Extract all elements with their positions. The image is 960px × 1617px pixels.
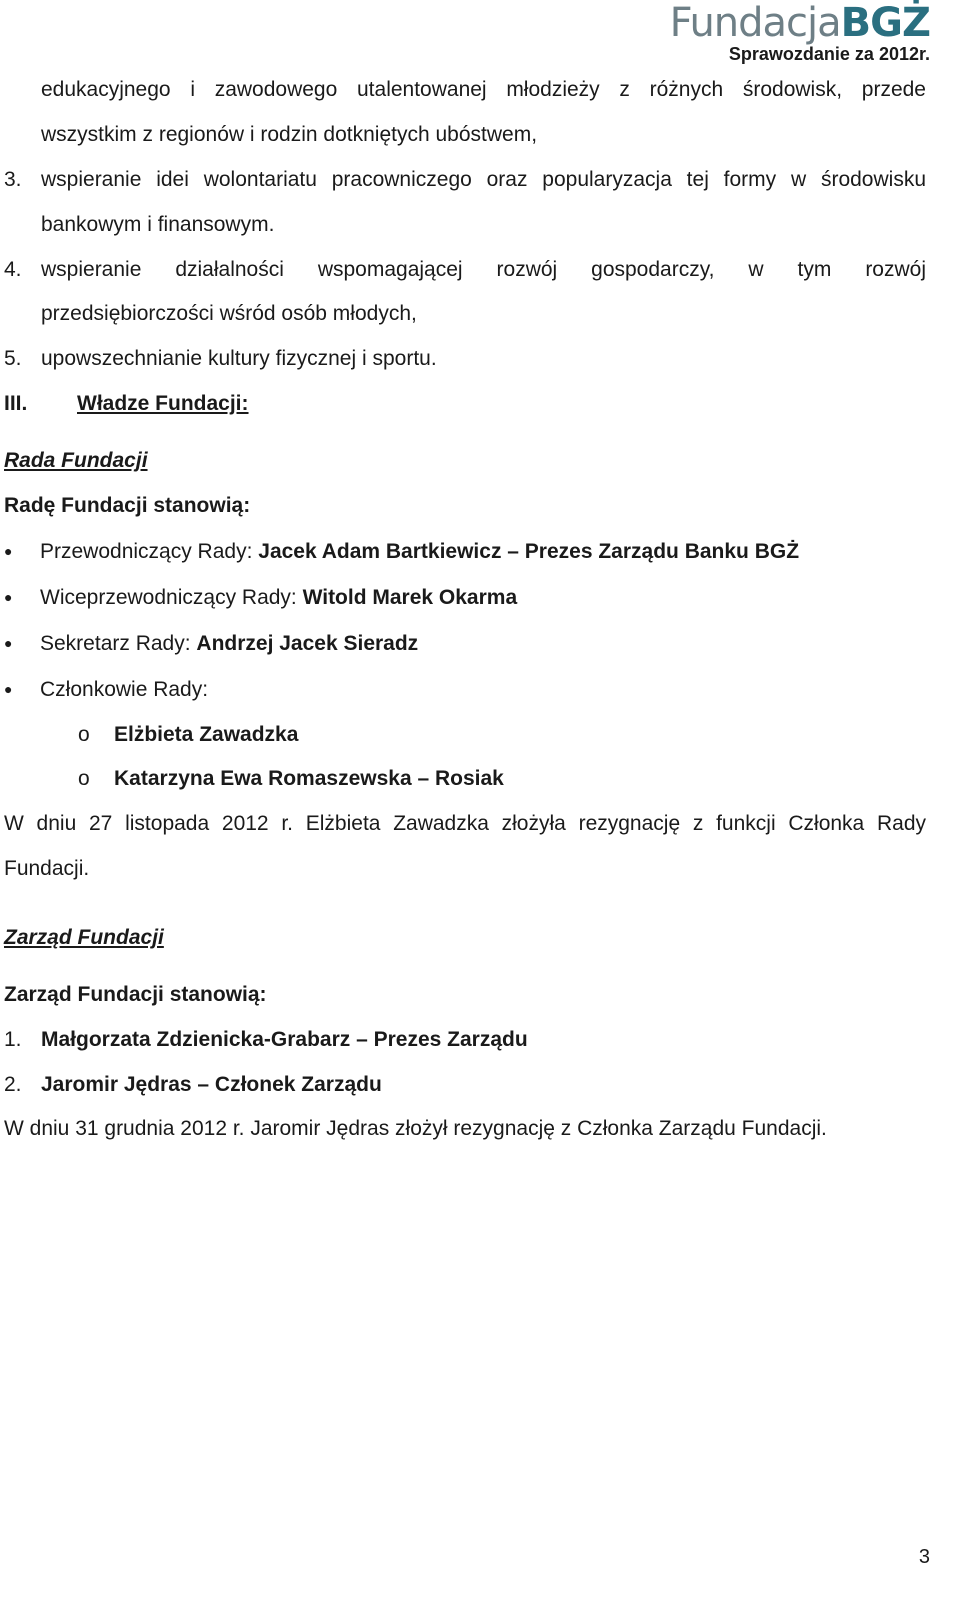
- goal-5-number: 5.: [4, 347, 22, 370]
- section-3-number: III.: [4, 392, 28, 415]
- logo-text-fundacja: Fundacja: [669, 0, 841, 46]
- board-heading: Zarząd Fundacji: [4, 926, 164, 949]
- fundacja-bgz-logo: [670, 0, 930, 46]
- bullet-icon: ●: [4, 681, 13, 697]
- sub-member-name: Katarzyna Ewa Romaszewska – Rosiak: [114, 767, 504, 790]
- goal-4-number: 4.: [4, 258, 22, 281]
- council-role: Sekretarz Rady:: [40, 632, 197, 655]
- council-role: Przewodniczący Rady:: [40, 540, 259, 563]
- council-note-line-1: W dniu 27 listopada 2012 r. Elżbieta Zawadzka złożyła rezygnację z funkcji Członka Rady: [4, 812, 926, 835]
- board-member-1-name: Małgorzata Zdzienicka-Grabarz – Prezes Zarządu: [41, 1028, 528, 1051]
- bullet-icon: ●: [4, 589, 13, 605]
- council-heading: Rada Fundacji: [4, 449, 148, 472]
- sub-member-name: Elżbieta Zawadzka: [114, 723, 299, 746]
- council-member-name: Andrzej Jacek Sieradz: [196, 632, 419, 655]
- board-member-2-name: Jaromir Jędras – Członek Zarządu: [41, 1073, 382, 1096]
- intro-line-2: wszystkim z regionów i rodzin dotkniętych ubóstwem,: [41, 123, 538, 146]
- bullet-icon: ●: [4, 543, 13, 559]
- goal-4-line-1: wspieranie działalności wspomagającej rozwój gospodarczy, w tym rozwój: [41, 258, 926, 281]
- council-intro: Radę Fundacji stanowią:: [4, 494, 251, 517]
- board-member-1-number: 1.: [4, 1028, 22, 1051]
- goal-3-number: 3.: [4, 168, 22, 191]
- council-role: Wiceprzewodniczący Rady:: [40, 586, 303, 609]
- goal-3-line-1: wspieranie idei wolontariatu pracowniczego oraz popularyzacja tej formy w środowisku: [41, 168, 926, 191]
- board-intro: Zarząd Fundacji stanowią:: [4, 983, 267, 1006]
- goal-4-line-2: przedsiębiorczości wśród osób młodych,: [41, 302, 417, 325]
- board-member-2-number: 2.: [4, 1073, 22, 1096]
- council-member-name: Witold Marek Okarma: [302, 586, 518, 609]
- circle-bullet-icon: o: [78, 767, 90, 790]
- page-number: 3: [918, 1546, 930, 1568]
- goal-3-line-2: bankowym i finansowym.: [41, 213, 275, 236]
- bullet-icon: ●: [4, 635, 13, 651]
- section-3-title: Władze Fundacji:: [77, 392, 249, 415]
- logo-text-bgz: BGŻ: [840, 0, 930, 46]
- council-note-line-2: Fundacji.: [4, 857, 90, 880]
- council-member-name: Jacek Adam Bartkiewicz – Prezes Zarządu Banku BGŻ: [258, 540, 800, 563]
- board-note: W dniu 31 grudnia 2012 r. Jaromir Jędras złożył rezygnację z Członka Zarządu Fundacji.: [4, 1117, 827, 1140]
- circle-bullet-icon: o: [78, 723, 90, 746]
- report-title: Sprawozdanie za 2012r.: [728, 44, 930, 64]
- goal-5-line-1: upowszechnianie kultury fizycznej i sportu.: [41, 347, 437, 370]
- intro-line-1: edukacyjnego i zawodowego utalentowanej młodzieży z różnych środowisk, przede: [41, 78, 926, 101]
- council-role: Członkowie Rady:: [40, 678, 209, 701]
